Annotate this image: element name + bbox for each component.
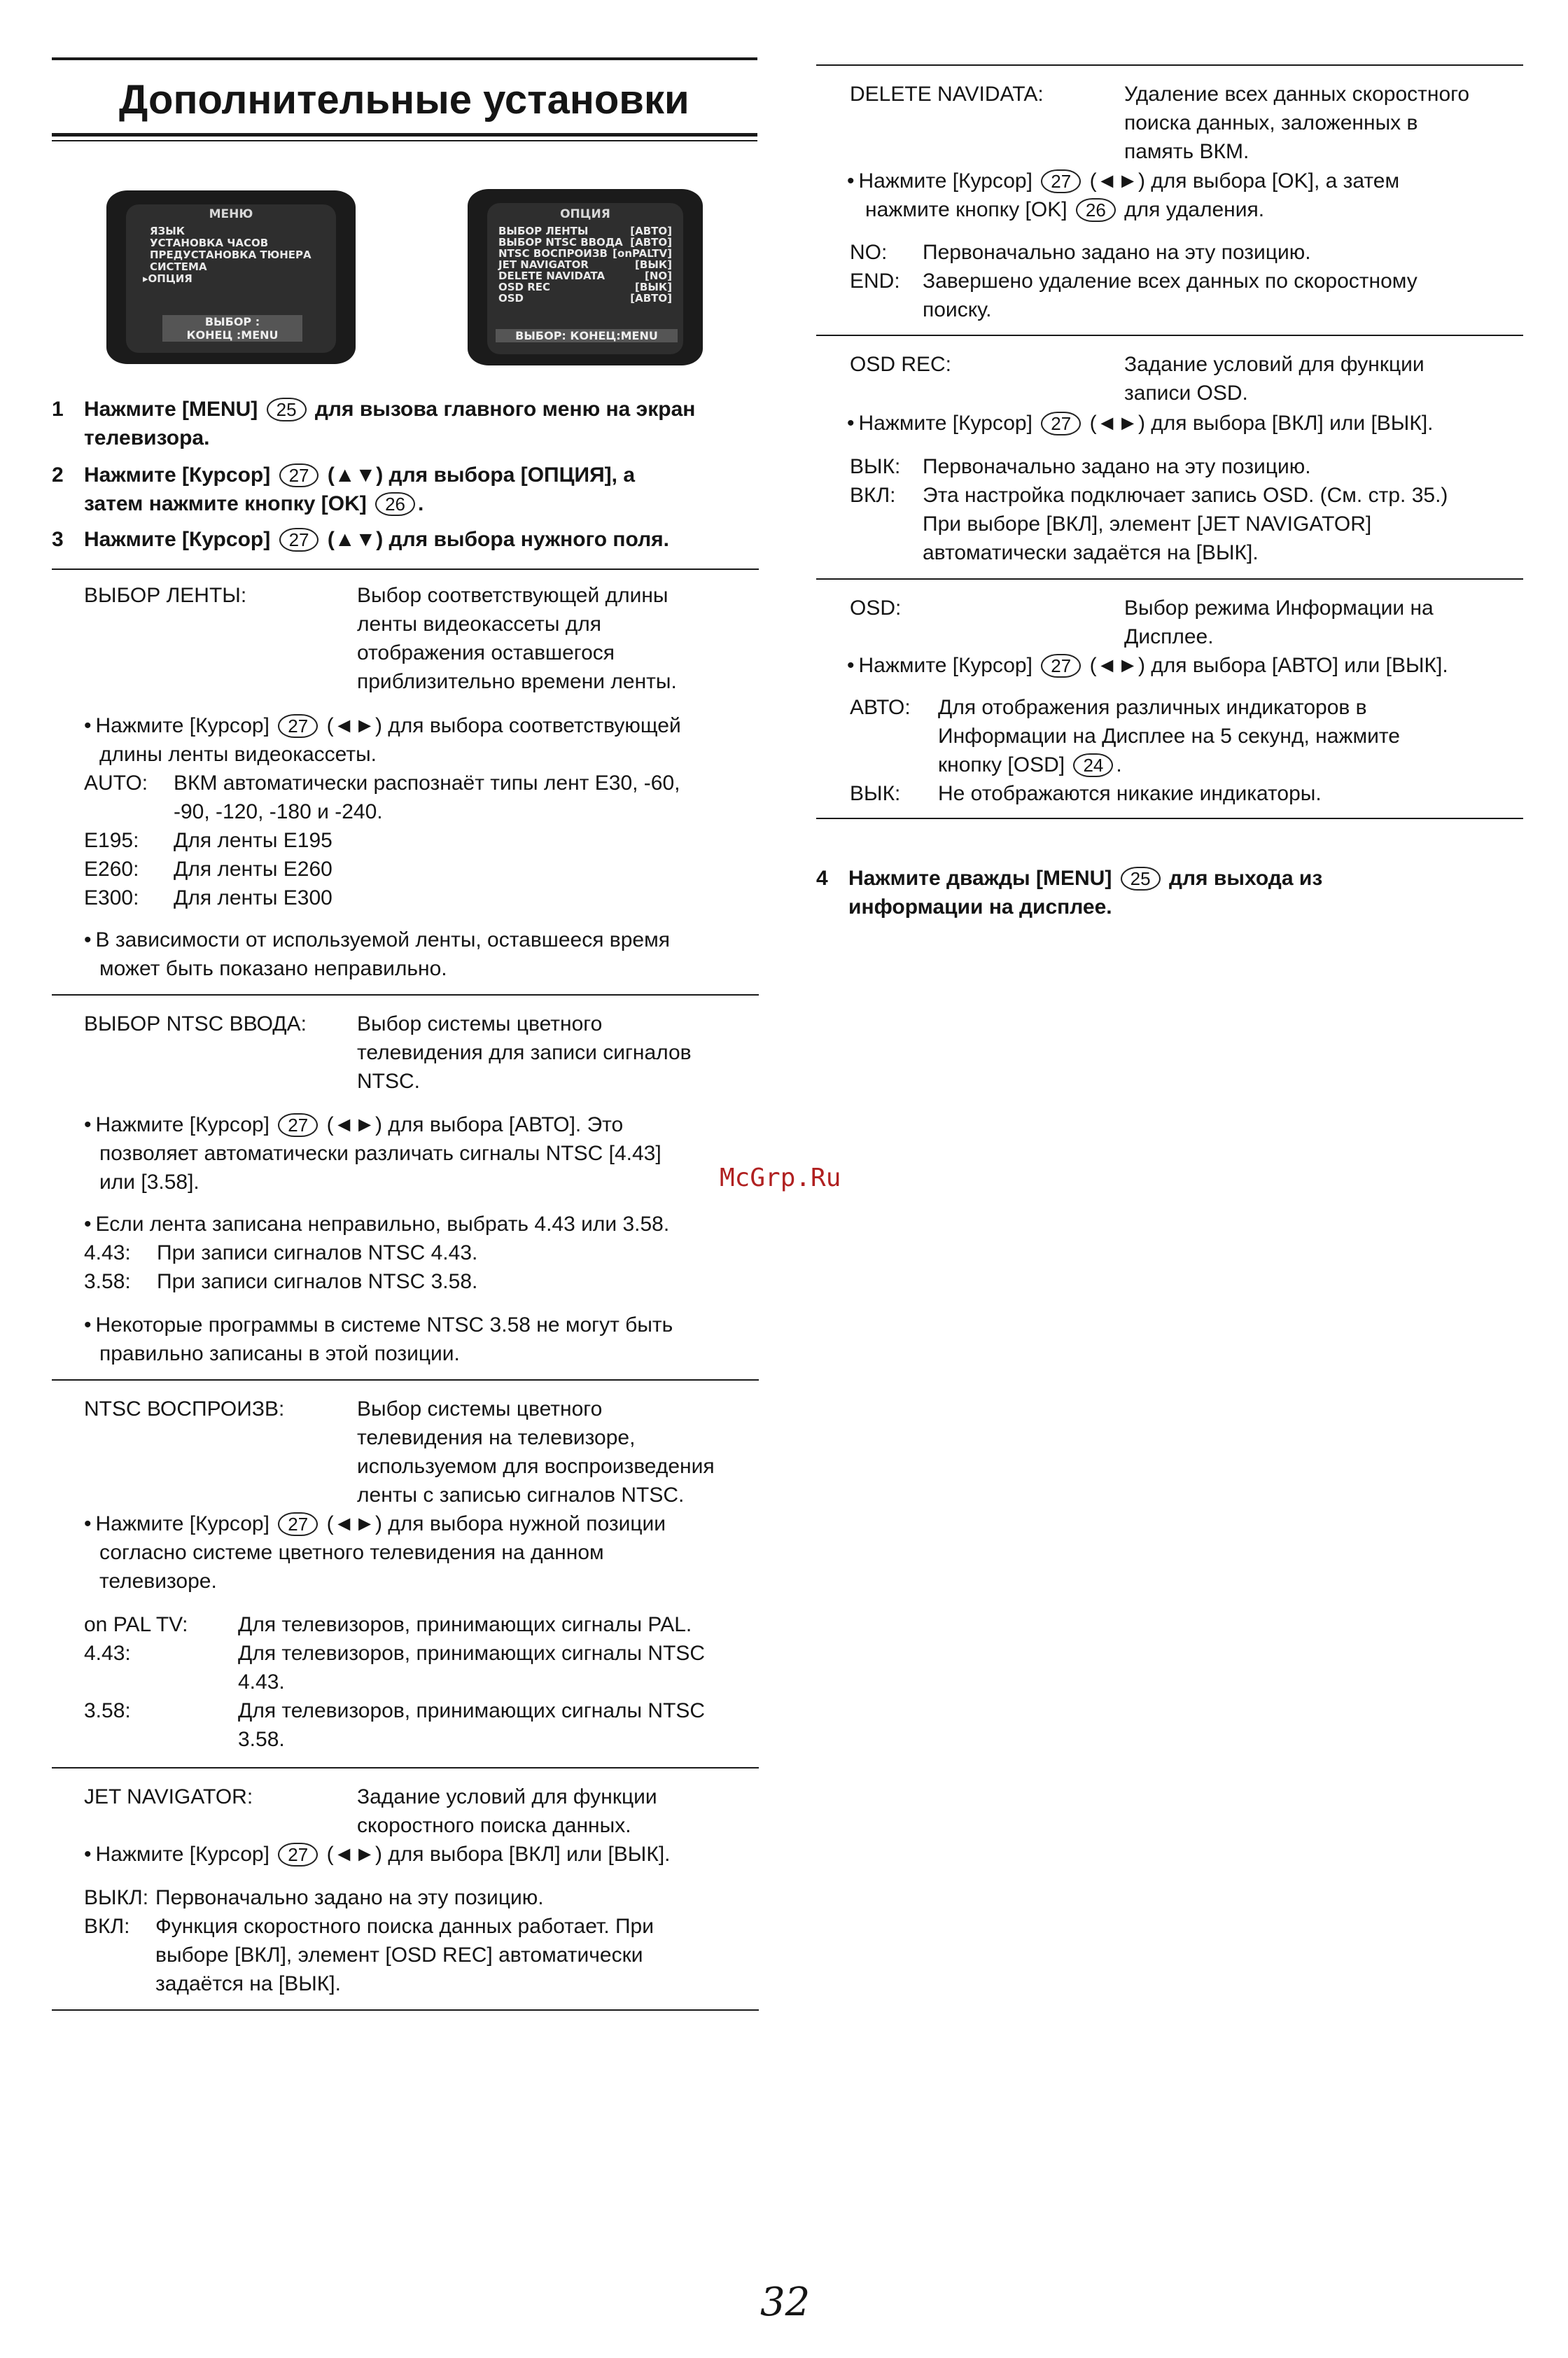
delete-navidata-description: Удаление всех данных скоростного поиска данных, заложенных в память ВКМ. xyxy=(1124,83,1470,163)
option-item-value: [NO] xyxy=(644,270,672,282)
button-ref: 27 xyxy=(1041,169,1081,193)
button-ref: 25 xyxy=(267,398,307,421)
osd-options: АВТО: Для отображения различных индикаторов в Информации на Дисплее на 5 секунд, нажмите кнопку [OSD] 24 . ВЫК: Не отображаются никакие индикаторы. xyxy=(850,696,1400,805)
ntsc-playback-description: Выбор системы цветного телевидения на телевизоре, используемом для воспроизведения ленты с записью сигналов NTSC. xyxy=(357,1397,715,1507)
title-rule-bottom-thin xyxy=(52,140,757,141)
option-item-name: ВЫБОР NTSC ВВОДА xyxy=(498,236,623,249)
jet-navigator-options: ВЫКЛ: Первоначально задано на эту позицию. ВКЛ: Функция скоростного поиска данных работает. При выборе [ВКЛ], элемент [OSD REC] автоматически задаётся на [ВЫК]. xyxy=(84,1886,654,1995)
ntsc-input-options: • Если лента записана неправильно, выбрать 4.43 или 3.58. 4.43: При записи сигналов NTSC 4.43. 3.58: При записи сигналов NTSC 3.58. xyxy=(84,1210,756,1296)
step-1: 1 Нажмите [MENU] 25 для вызова главного меню на экран телевизора. xyxy=(52,398,696,449)
step-4: 4 Нажмите дважды [MENU] 25 для выхода из информации на дисплее. xyxy=(816,867,1323,919)
section-osd xyxy=(850,594,1522,648)
menu-screen-title: МЕНЮ xyxy=(209,207,253,221)
delete-navidata-options: NO: Первоначально задано на эту позицию. END: Завершено удаление всех данных по скоростному поиску. xyxy=(850,241,1418,321)
ntsc-input-instruction: • Нажмите [Курсор] 27 (◄►) для выбора [АВТО]. Это позволяет автоматически различать сигналы NTSC [4.43] или [3.58]. xyxy=(84,1110,756,1197)
divider xyxy=(52,1379,759,1381)
section-ntsc-playback xyxy=(84,1395,756,1507)
option-item-value: [ВЫК] xyxy=(635,281,672,293)
button-ref: 27 xyxy=(279,528,319,552)
divider xyxy=(816,818,1523,819)
menu-item: СИСТЕМА xyxy=(150,260,207,273)
ntsc-input-label: ВЫБОР NTSC ВВОДА: xyxy=(84,1012,307,1035)
option-screen xyxy=(468,189,703,365)
delete-navidata-instruction: • Нажмите [Курсор] 27 (◄►) для выбора [OK], а затем нажмите кнопку [OK] 26 для удаления. xyxy=(847,167,1519,224)
section-jet-navigator xyxy=(84,1783,756,1837)
button-ref: 25 xyxy=(1121,867,1161,891)
button-ref: 26 xyxy=(375,492,415,516)
osd-rec-label: OSD REC: xyxy=(850,353,952,376)
button-ref: 27 xyxy=(278,714,318,738)
menu-item: УСТАНОВКА ЧАСОВ xyxy=(150,237,269,249)
section-osd-rec xyxy=(850,350,1522,405)
option-item-value: [ВЫК] xyxy=(635,258,672,271)
step-3: 3 Нажмите [Курсор] 27 (▲▼) для выбора нужного поля. xyxy=(52,528,669,551)
divider xyxy=(816,578,1523,580)
watermark: McGrp.Ru xyxy=(720,1164,841,1192)
option-screen-title: ОПЦИЯ xyxy=(560,207,610,221)
title-rule-top xyxy=(52,57,757,60)
option-item-name: NTSC ВОСПРОИЗВ xyxy=(498,247,608,260)
option-item-name: JET NAVIGATOR xyxy=(498,258,589,271)
tape-note: • В зависимости от используемой ленты, оставшееся время может быть показано неправильно. xyxy=(84,926,756,983)
divider xyxy=(52,994,759,996)
step-2: 2 Нажмите [Курсор] 27 (▲▼) для выбора [ОПЦИЯ], а затем нажмите кнопку [OK] 26 . xyxy=(52,463,636,515)
menu-item: ЯЗЫК xyxy=(150,225,186,237)
jet-navigator-instruction: • Нажмите [Курсор] 27 (◄►) для выбора [ВКЛ] или [ВЫК]. xyxy=(84,1840,756,1869)
delete-navidata-label: DELETE NAVIDATA: xyxy=(850,83,1044,106)
option-item-value: [АВТО] xyxy=(630,225,672,237)
button-ref: 27 xyxy=(278,1512,318,1536)
option-screen-footer: ВЫБОР: КОНЕЦ:MENU xyxy=(496,329,678,342)
page-title: Дополнительные установки xyxy=(119,77,690,123)
button-ref: 27 xyxy=(1041,412,1081,435)
option-item-value: [АВТО] xyxy=(630,292,672,305)
option-item-value: [onPALTV] xyxy=(612,247,672,260)
tape-options: AUTO: ВКМ автоматически распознаёт типы лент Е30, -60, -90, -120, -180 и -240. E195: Для ленты E195 E260: Для ленты E260 E300: Для ленты E300 xyxy=(84,772,680,909)
option-item-name: OSD REC xyxy=(498,281,551,293)
osd-description: Выбор режима Информации на Дисплее. xyxy=(1124,597,1434,648)
option-item-value: [АВТО] xyxy=(630,236,672,249)
option-item-name: OSD xyxy=(498,292,524,305)
menu-item: ПРЕДУСТАНОВКА ТЮНЕРА xyxy=(150,249,312,261)
section-delete-navidata xyxy=(850,80,1522,163)
menu-screen-footer: ВЫБОР : КОНЕЦ :MENU xyxy=(162,315,302,342)
osd-rec-instruction: • Нажмите [Курсор] 27 (◄►) для выбора [ВКЛ] или [ВЫК]. xyxy=(847,409,1519,438)
osd-instruction: • Нажмите [Курсор] 27 (◄►) для выбора [АВТО] или [ВЫК]. xyxy=(847,651,1519,680)
selection-arrow-icon: ▸ xyxy=(143,272,148,285)
option-item-name: ВЫБОР ЛЕНТЫ xyxy=(498,225,589,237)
osd-rec-options: ВЫК: Первоначально задано на эту позицию. ВКЛ: Эта настройка подключает запись OSD. (См. стр. 35.) При выборе [ВКЛ], элемент [JET NAVIGATOR] автоматически задаётся на [ВЫК]. xyxy=(850,455,1448,564)
osd-rec-description: Задание условий для функции записи OSD. xyxy=(1124,353,1424,405)
ntsc-playback-options: on PAL TV: Для телевизоров, принимающих сигналы PAL. 4.43: Для телевизоров, принимающих сигналы NTSC 4.43. 3.58: Для телевизоров, принимающих сигналы NTSC 3.58. xyxy=(84,1613,706,1751)
button-ref: 27 xyxy=(278,1113,318,1137)
divider xyxy=(52,2009,759,2011)
option-item-name: DELETE NAVIDATA xyxy=(498,270,606,282)
tape-label: ВЫБОР ЛЕНТЫ: xyxy=(84,584,247,607)
button-ref: 24 xyxy=(1073,753,1113,777)
osd-label: OSD: xyxy=(850,597,902,620)
ntsc-input-description: Выбор системы цветного телевидения для записи сигналов NTSC. xyxy=(357,1012,692,1093)
menu-screen xyxy=(106,190,356,364)
divider xyxy=(52,568,759,570)
ntsc-playback-instruction: • Нажмите [Курсор] 27 (◄►) для выбора нужной позиции согласно системе цветного телевидения на данном телевизоре. xyxy=(84,1509,756,1596)
title-rule-bottom xyxy=(52,133,757,137)
menu-item-selected: ▸ОПЦИЯ xyxy=(143,272,192,285)
divider xyxy=(52,1767,759,1768)
section-ntsc-input xyxy=(84,1010,756,1093)
divider xyxy=(816,335,1523,336)
section-tape xyxy=(84,581,756,693)
button-ref: 27 xyxy=(1041,654,1081,678)
tape-instruction: • Нажмите [Курсор] 27 (◄►) для выбора соответствующей длины ленты видеокассеты. xyxy=(84,711,756,769)
page-number: 32 xyxy=(760,2280,811,2325)
button-ref: 27 xyxy=(279,463,319,487)
jet-navigator-description: Задание условий для функции скоростного поиска данных. xyxy=(357,1785,657,1837)
tape-description: Выбор соответствующей длины ленты видеокассеты для отображения оставшегося приблизительно времени ленты. xyxy=(357,584,677,693)
button-ref: 27 xyxy=(278,1843,318,1867)
button-ref: 26 xyxy=(1076,198,1116,222)
ntsc-playback-label: NTSC ВОСПРОИЗВ: xyxy=(84,1397,285,1421)
ntsc-input-note: • Некоторые программы в системе NTSC 3.58 не могут быть правильно записаны в этой позиции. xyxy=(84,1311,756,1368)
jet-navigator-label: JET NAVIGATOR: xyxy=(84,1785,253,1808)
divider xyxy=(816,64,1523,66)
